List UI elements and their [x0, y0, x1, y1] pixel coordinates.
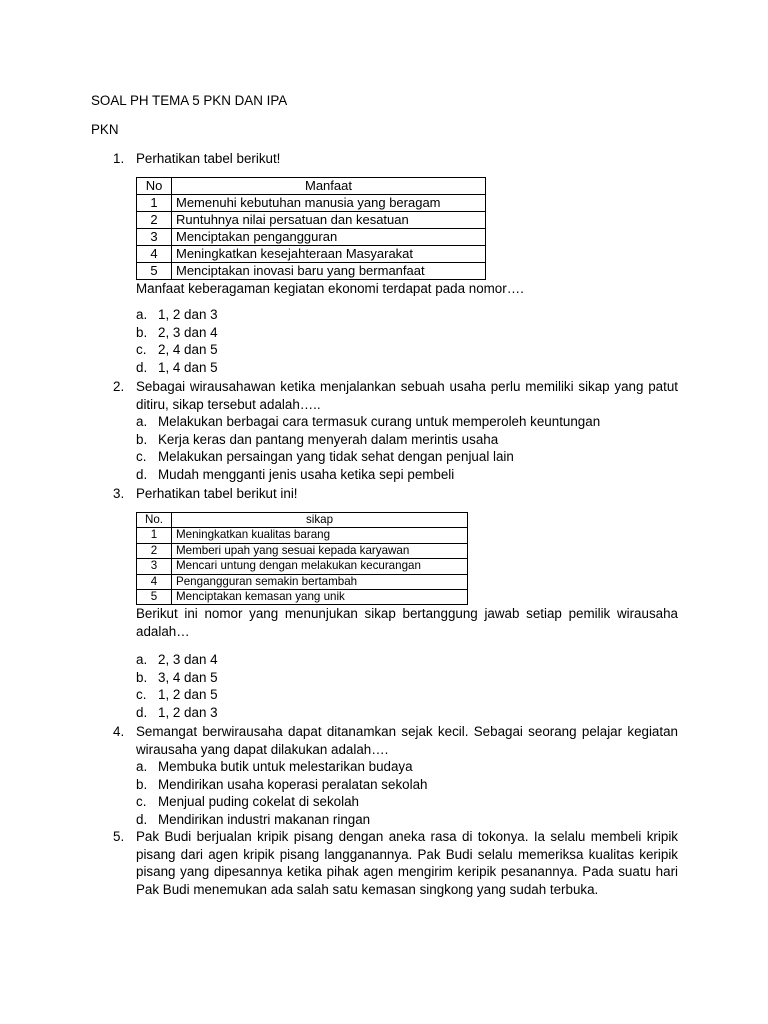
table-header-cell: Manfaat — [172, 178, 486, 195]
question-followup-text: Manfaat keberagaman kegiatan ekonomi terdapat pada nomor…. — [136, 281, 524, 296]
option-text: 2, 3 dan 4 — [158, 652, 218, 667]
option-letter: b. — [136, 324, 148, 340]
question-number: 5. — [113, 829, 125, 844]
answer-option — [136, 431, 681, 449]
option-text: Melakukan berbagai cara termasuk curang untuk memperoleh keuntungan — [158, 414, 601, 429]
question-2-options — [136, 413, 681, 483]
table-row — [137, 590, 468, 605]
table-row — [137, 212, 486, 229]
table-header-row — [137, 513, 468, 528]
answer-option — [136, 324, 681, 342]
table-cell: 3 — [137, 559, 172, 574]
table-cell: Meningkatkan kualitas barang — [172, 528, 468, 543]
table-cell: 1 — [137, 528, 172, 543]
option-letter: d. — [136, 811, 148, 827]
table-cell: Menciptakan kemasan yang unik — [172, 590, 468, 605]
benefit-table — [136, 177, 486, 280]
question-3-options — [136, 651, 681, 721]
table-cell: Runtuhnya nilai persatuan dan kesatuan — [172, 212, 486, 229]
option-letter: c. — [136, 342, 147, 357]
table-cell: 2 — [137, 212, 172, 229]
option-text: Kerja keras dan pantang menyerah dalam merintis usaha — [158, 431, 499, 447]
option-letter: a. — [136, 414, 148, 429]
question-number: 1. — [113, 151, 125, 166]
table-cell: 3 — [137, 229, 172, 246]
option-text: 1, 4 dan 5 — [158, 359, 218, 375]
table-row — [137, 559, 468, 574]
answer-option — [136, 704, 681, 722]
table-cell: 2 — [137, 543, 172, 558]
option-letter: d. — [136, 359, 148, 375]
table-cell: Menciptakan inovasi baru yang bermanfaat — [172, 263, 486, 280]
option-text: Menjual puding cokelat di sekolah — [158, 794, 359, 809]
option-letter: b. — [136, 431, 148, 447]
question-3-followup — [136, 605, 678, 640]
option-text: 3, 4 dan 5 — [158, 669, 218, 685]
answer-option — [136, 413, 681, 431]
table-cell: Meningkatkan kesejahteraan Masyarakat — [172, 246, 486, 263]
question-followup-text: Berikut ini nomor yang menunjukan sikap bertanggung jawab setiap pemilik wirausaha adalah… — [136, 606, 678, 639]
table-cell: Memenuhi kebutuhan manusia yang beragam — [172, 195, 486, 212]
question-1 — [113, 150, 678, 168]
table-row — [137, 543, 468, 558]
table-cell: Menciptakan pengangguran — [172, 229, 486, 246]
answer-option — [136, 686, 681, 704]
question-1-followup — [136, 280, 681, 298]
option-text: 2, 4 dan 5 — [158, 342, 218, 357]
answer-option — [136, 466, 681, 484]
question-1-options — [136, 306, 681, 376]
answer-option — [136, 341, 681, 359]
table-cell: 5 — [137, 263, 172, 280]
answer-option — [136, 448, 681, 466]
option-letter: c. — [136, 794, 147, 809]
option-text: Mudah mengganti jenis usaha ketika sepi pembeli — [158, 466, 455, 482]
question-number: 4. — [113, 724, 125, 739]
option-text: 1, 2 dan 5 — [158, 687, 218, 702]
attitude-table — [136, 512, 468, 605]
question-text: Perhatikan tabel berikut ini! — [136, 486, 298, 501]
table-cell: Memberi upah yang sesuai kepada karyawan — [172, 543, 468, 558]
question-2 — [113, 378, 678, 413]
option-text: Melakukan persaingan yang tidak sehat dengan penjual lain — [158, 449, 514, 464]
table-row — [137, 246, 486, 263]
answer-option — [136, 776, 681, 794]
table-cell: 1 — [137, 195, 172, 212]
question-4 — [113, 723, 678, 758]
option-letter: d. — [136, 466, 148, 482]
option-text: 2, 3 dan 4 — [158, 324, 218, 340]
document-title: SOAL PH TEMA 5 PKN DAN IPA — [91, 93, 288, 108]
table-cell: Mencari untung dengan melakukan kecurangan — [172, 559, 468, 574]
question-3 — [113, 485, 678, 503]
table-row — [137, 528, 468, 543]
option-letter: c. — [136, 449, 147, 464]
answer-option — [136, 651, 681, 669]
question-text: Pak Budi berjualan kripik pisang dengan aneka rasa di tokonya. Ia selalu membeli kripik pisang dari agen kripik pisang langganannya. Pak Budi selalu memeriksa kualitas keripik pisang yang dipesannya ketika pihak agen mengirim keripik pesanannya. Pada suatu hari Pak Budi menemukan ada salah satu kemasan singkong yang sudah terbuka. — [136, 829, 678, 897]
table-cell: Pengangguran semakin bertambah — [172, 574, 468, 589]
option-letter: a. — [136, 307, 148, 322]
table-header-row — [137, 178, 486, 195]
question-text: Perhatikan tabel berikut! — [136, 151, 281, 166]
answer-option — [136, 669, 681, 687]
question-text: Sebagai wirausahawan ketika menjalankan sebuah usaha perlu memiliki sikap yang patut ditiru, sikap tersebut adalah….. — [136, 379, 678, 412]
option-text: Mendirikan usaha koperasi peralatan sekolah — [158, 776, 428, 792]
option-text: Mendirikan industri makanan ringan — [158, 811, 371, 827]
option-letter: a. — [136, 652, 148, 667]
table-cell: 5 — [137, 590, 172, 605]
option-text: 1, 2 dan 3 — [158, 704, 218, 720]
table-cell: 4 — [137, 574, 172, 589]
option-letter: c. — [136, 687, 147, 702]
answer-option — [136, 306, 681, 324]
option-text: Membuka butik untuk melestarikan budaya — [158, 759, 413, 774]
option-text: 1, 2 dan 3 — [158, 307, 218, 322]
question-number: 2. — [113, 379, 125, 394]
answer-option — [136, 793, 681, 811]
question-text: Semangat berwirausaha dapat ditanamkan sejak kecil. Sebagai seorang pelajar kegiatan wirausaha yang dapat dilakukan adalah…. — [136, 724, 678, 757]
option-letter: a. — [136, 759, 148, 774]
table-row — [137, 195, 486, 212]
question-number: 3. — [113, 486, 125, 501]
section-heading: PKN — [91, 122, 119, 137]
answer-option — [136, 359, 681, 377]
table-header-cell: No — [137, 178, 172, 195]
question-4-options — [136, 758, 681, 828]
table-header-cell: sikap — [172, 513, 468, 528]
option-letter: b. — [136, 669, 148, 685]
question-5 — [113, 828, 678, 898]
option-letter: b. — [136, 776, 148, 792]
table-row — [137, 574, 468, 589]
table-cell: 4 — [137, 246, 172, 263]
table-row — [137, 263, 486, 280]
table-row — [137, 229, 486, 246]
table-header-cell: No. — [137, 513, 172, 528]
answer-option — [136, 811, 681, 829]
answer-option — [136, 758, 681, 776]
option-letter: d. — [136, 704, 148, 720]
